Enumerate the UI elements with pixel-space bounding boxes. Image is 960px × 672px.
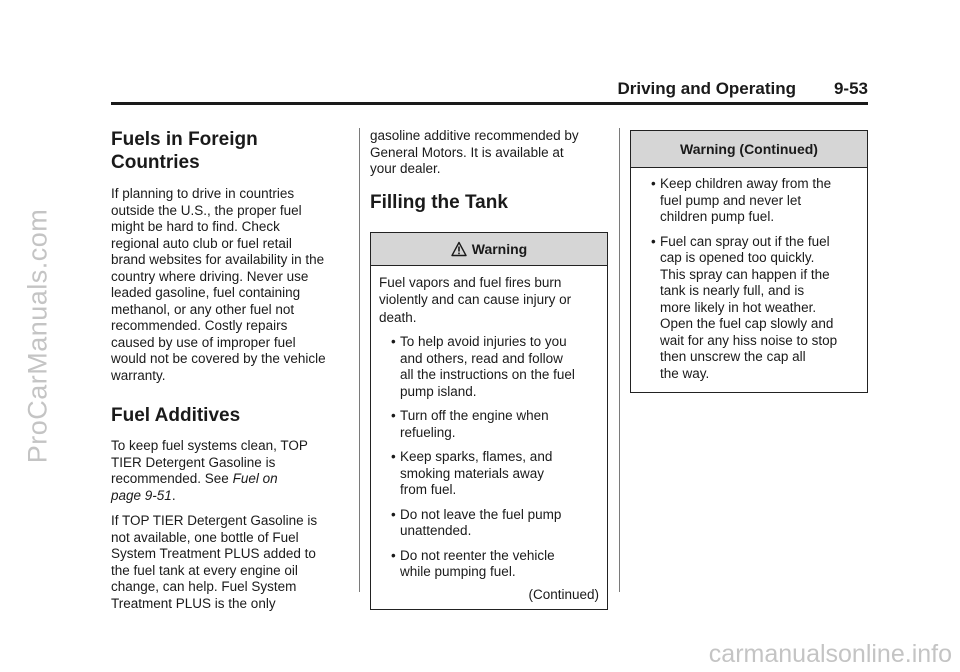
text-line: outside the U.S., the proper fuel [111, 202, 302, 218]
text-line: not available, one bottle of Fuel [111, 529, 299, 545]
text-span: . [171, 487, 176, 503]
text-line: violently and can cause injury or [379, 292, 572, 307]
warning-bullet [639, 234, 859, 383]
text-line: cap is opened too quickly. [660, 250, 815, 265]
text-line: refueling. [400, 424, 456, 440]
paragraph-foreign-fuel [111, 186, 348, 384]
text-line: To help avoid injuries to you [400, 334, 567, 349]
text-line: Do not leave the fuel pump [400, 506, 562, 522]
bullet-dot-icon: • [391, 449, 396, 464]
text-line: change, can help. Fuel System [111, 579, 297, 594]
column-divider [359, 128, 360, 592]
section-title: Driving and Operating [617, 79, 796, 98]
column-2 [370, 128, 608, 610]
text-line: To keep fuel systems clean, TOP [111, 438, 308, 453]
warning-title: Warning (Continued) [680, 141, 818, 157]
bullet-dot-icon: • [651, 176, 656, 191]
page-header [111, 78, 868, 105]
text-line: methanol, or any other fuel not [111, 301, 295, 317]
text-line: then unscrew the cap all [660, 349, 806, 364]
warning-header [631, 131, 867, 168]
text-line: and others, read and follow [400, 350, 563, 366]
text-line: Treatment PLUS is the only [111, 595, 276, 611]
bullet-dot-icon: • [391, 334, 396, 349]
text-line: tank is nearly full, and is [660, 283, 805, 298]
cross-reference-page[interactable]: page 9-51 [111, 487, 172, 503]
text-line: from fuel. [400, 482, 457, 497]
warning-bullet [379, 507, 599, 540]
text-line: more likely in hot weather. [660, 299, 817, 315]
text-line: recommended. Costly repairs [111, 318, 288, 333]
text-line: the way. [660, 365, 710, 381]
heading-line: Fuels in Foreign [111, 129, 258, 150]
text-line: your dealer. [370, 161, 441, 176]
text-line: country where driving. Never use [111, 268, 309, 284]
text-line: If TOP TIER Detergent Gasoline is [111, 513, 318, 528]
text-line: Keep children away from the [660, 176, 832, 191]
text-line: caused by use of improper fuel [111, 334, 296, 350]
text-line: smoking materials away [400, 465, 545, 481]
warning-bullet [379, 334, 599, 400]
warning-body [371, 266, 607, 610]
text-line: regional auto club or fuel retail [111, 235, 292, 251]
text-line: would not be covered by the vehicle [111, 351, 326, 366]
text-line: pump island. [400, 383, 477, 399]
text-span: recommended. See [111, 471, 233, 486]
text-line: the fuel tank at every engine oil [111, 562, 298, 578]
bullet-dot-icon: • [651, 233, 656, 249]
warning-body [631, 168, 867, 392]
continued-label: (Continued) [528, 586, 599, 602]
bullet-dot-icon: • [391, 408, 396, 423]
column-1 [111, 128, 348, 612]
heading-fuel-additives: Fuel Additives [111, 405, 241, 426]
warning-box [370, 232, 608, 611]
text-line [111, 471, 348, 488]
warning-bullet [379, 548, 599, 581]
warning-bullet [639, 176, 859, 226]
paragraph-continued [370, 128, 608, 178]
text-line [111, 488, 348, 505]
text-line: unattended. [400, 523, 472, 538]
text-line: Turn off the engine when [400, 408, 549, 423]
text-line: might be hard to find. Check [111, 219, 280, 234]
page-number: 9-53 [833, 79, 868, 98]
text-line: This spray can happen if the [660, 266, 830, 282]
text-line: Keep sparks, flames, and [400, 449, 553, 464]
paragraph-treatment-plus [111, 513, 348, 612]
warning-title: Warning [471, 240, 528, 257]
column-divider [619, 128, 620, 592]
text-line: brand websites for availability in the [111, 252, 325, 267]
warning-intro [379, 274, 599, 327]
paragraph-top-tier [111, 438, 348, 504]
text-line: children pump fuel. [660, 209, 775, 224]
warning-bullet [379, 449, 599, 499]
warning-header [371, 233, 607, 266]
text-line: System Treatment PLUS added to [111, 546, 316, 561]
cross-reference-link[interactable]: Fuel on [232, 471, 278, 486]
text-line: leaded gasoline, fuel containing [111, 285, 301, 300]
text-line: fuel pump and never let [660, 192, 802, 208]
bullet-dot-icon: • [391, 547, 396, 563]
warning-bullet [379, 408, 599, 441]
text-line: warranty. [111, 367, 166, 383]
text-line: while pumping fuel. [400, 564, 516, 579]
text-line: gasoline additive recommended by [370, 128, 579, 143]
bullet-dot-icon: • [391, 506, 396, 522]
text-line: Fuel can spray out if the fuel [660, 233, 830, 249]
text-line: TIER Detergent Gasoline is [111, 454, 276, 470]
side-watermark: ProCarManuals.com [22, 208, 53, 464]
text-line: wait for any hiss noise to stop [660, 332, 838, 348]
warning-box-continued [630, 130, 868, 393]
text-line: death. [379, 309, 417, 325]
text-line: If planning to drive in countries [111, 186, 295, 201]
text-line: Fuel vapors and fuel fires burn [379, 274, 562, 290]
text-line: Do not reenter the vehicle [400, 547, 555, 563]
heading-fuels-foreign [111, 128, 348, 174]
heading-filling-tank: Filling the Tank [370, 191, 508, 213]
text-line: General Motors. It is available at [370, 144, 564, 160]
column-3 [630, 128, 868, 393]
bottom-watermark: carmanualsonline.info [708, 640, 952, 668]
warning-icon [451, 241, 467, 257]
text-line: all the instructions on the fuel [400, 367, 575, 382]
text-line: Open the fuel cap slowly and [660, 316, 834, 331]
heading-line: Countries [111, 152, 200, 173]
